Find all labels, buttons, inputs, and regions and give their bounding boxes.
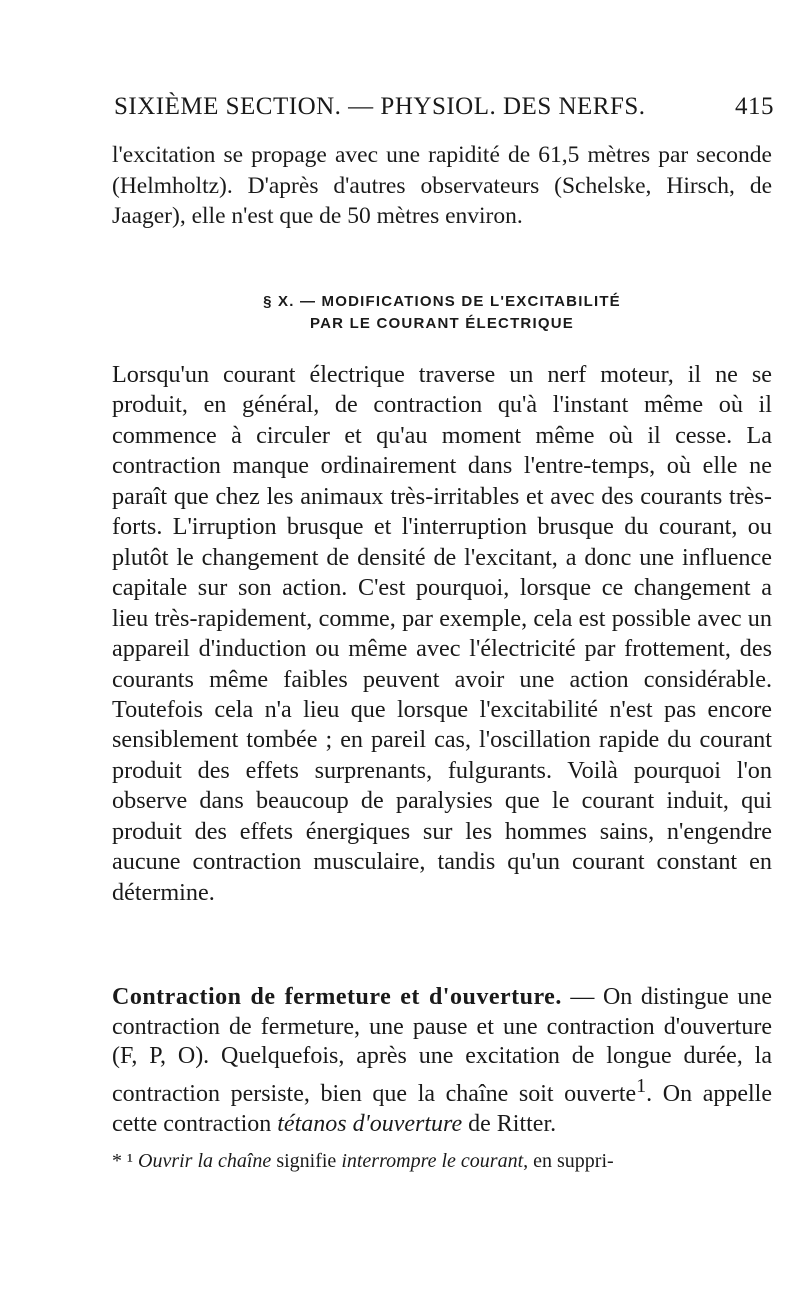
section-heading-line-2: PAR LE COURANT ÉLECTRIQUE — [310, 315, 574, 332]
run-in-heading: Contraction de fermeture et d'ouverture. — [112, 984, 562, 1010]
footnote — [112, 1148, 772, 1174]
paragraph-3-end: de Ritter. — [462, 1110, 557, 1137]
footnote-mark: * ¹ — [112, 1150, 133, 1172]
paragraph-3-text-cont: . On appelle cette contraction — [112, 1081, 772, 1137]
section-heading-line-1: § X. — MODIFICATIONS DE L'EXCITABILITÉ — [263, 293, 621, 310]
page-number: 415 — [735, 93, 774, 120]
paragraph-3 — [112, 983, 772, 1140]
header-title: SIXIÈME SECTION. — PHYSIOL. DES NERFS. — [114, 93, 646, 120]
running-header — [114, 93, 774, 121]
footnote-reference: 1 — [636, 1075, 647, 1098]
section-heading — [112, 291, 772, 335]
paragraph-3-text: On distingue une contraction de fermeture, une pause et une contraction d'ouverture (F, P, O). Quelquefois, après une excitation de longue durée, la contraction persiste, bien que la chaîne soit ouverte — [112, 984, 773, 1108]
footnote-italic-1: Ouvrir la chaîne — [138, 1150, 272, 1172]
footnote-plain: signifie — [271, 1150, 342, 1172]
paragraph-2: Lorsqu'un courant électrique traverse un nerf moteur, il ne se produit, en général, de contraction qu'à l'instant même où il commence à circuler et qu'au moment même où il cesse. La contraction manque ordinairement dans l'entre-temps, où elle ne paraît que chez les animaux très-irritables et avec des courants très-forts. L'irruption brusque et l'interruption brusque du courant, ou plutôt le changement de densité de l'excitant, a donc une influence capitale sur son action. C'est pourquoi, lorsque ce changement a lieu très-rapidement, comme, par exemple, cela est possible avec un appareil d'induction ou même avec l'électricité par frottement, des courants même faibles peuvent avoir une action considérable. Toutefois cela n'a lieu que lorsque l'excitabilité n'est pas encore sensiblement tombée ; en pareil cas, l'oscillation rapide du courant produit des effets surprenants, fulgurants. Voilà pourquoi l'on observe dans beaucoup de paralysies que le courant induit, qui produit des effets énergiques sur les hommes sains, n'engendre aucune contraction musculaire, tandis qu'un courant constant en détermine. — [112, 361, 772, 906]
footnote-tail: , en suppri- — [523, 1150, 614, 1172]
footnote-italic-2: interrompre le courant — [341, 1150, 524, 1172]
paragraph-1: l'excitation se propage avec une rapidité de 61,5 mètres par seconde (Helmholtz). D'après d'autres observateurs (Schelske, Hirsch, de Jaager), elle n'est que de 50 mètres environ. — [112, 142, 772, 230]
run-in-dash: — — [561, 984, 603, 1010]
italic-term: tétanos d'ouverture — [277, 1110, 463, 1137]
